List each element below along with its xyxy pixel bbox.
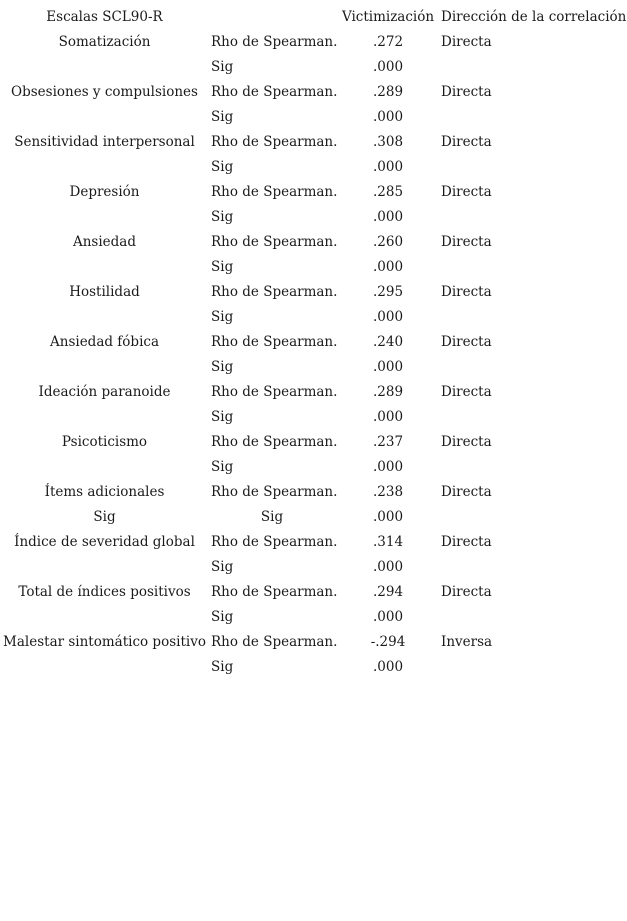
cell-scale — [0, 305, 209, 330]
cell-direction — [441, 355, 627, 380]
cell-value: .000 — [372, 259, 404, 275]
cell-scale — [0, 255, 209, 280]
cell-statistic: Rho de Spearman. — [211, 634, 338, 650]
cell-direction — [441, 55, 627, 80]
cell-value: .000 — [372, 109, 404, 125]
table-row — [0, 455, 627, 480]
cell-scale: Índice de severidad global — [14, 534, 195, 550]
cell-direction — [441, 155, 627, 180]
cell-direction: Inversa — [441, 634, 493, 650]
cell-direction — [441, 405, 627, 430]
cell-scale: Somatización — [58, 34, 151, 50]
cell-statistic: Sig — [211, 259, 234, 275]
cell-direction: Directa — [441, 334, 492, 350]
cell-direction — [441, 205, 627, 230]
cell-value: .289 — [372, 384, 404, 400]
cell-direction — [441, 255, 627, 280]
cell-scale — [0, 405, 209, 430]
table-row — [0, 105, 627, 130]
cell-scale: Ansiedad — [72, 234, 136, 250]
table-row — [0, 55, 627, 80]
cell-value: .000 — [372, 59, 404, 75]
cell-direction — [441, 105, 627, 130]
cell-scale: Ítems adicionales — [44, 484, 165, 500]
table-row — [0, 630, 627, 655]
cell-value: .000 — [372, 459, 404, 475]
cell-value: .000 — [372, 659, 404, 675]
cell-direction: Directa — [441, 34, 492, 50]
cell-statistic: Sig — [211, 609, 234, 625]
cell-value: .000 — [372, 609, 404, 625]
cell-value: .295 — [372, 284, 404, 300]
table-row — [0, 605, 627, 630]
cell-direction: Directa — [441, 234, 492, 250]
cell-value: .000 — [372, 409, 404, 425]
table-row — [0, 155, 627, 180]
cell-statistic: Sig — [211, 209, 234, 225]
cell-statistic: Rho de Spearman. — [211, 484, 338, 500]
cell-direction: Directa — [441, 84, 492, 100]
cell-scale: Ideación paranoide — [38, 384, 171, 400]
table-row — [0, 330, 627, 355]
cell-statistic: Rho de Spearman. — [211, 384, 338, 400]
cell-statistic: Sig — [211, 109, 234, 125]
cell-scale: Ansiedad fóbica — [50, 334, 159, 350]
cell-direction: Directa — [441, 584, 492, 600]
table-row — [0, 430, 627, 455]
cell-scale — [0, 55, 209, 80]
correlation-table — [0, 5, 627, 680]
cell-value: .294 — [372, 584, 404, 600]
cell-value: .000 — [372, 209, 404, 225]
cell-statistic: Sig — [211, 459, 234, 475]
cell-value: -.294 — [370, 634, 406, 650]
cell-value: .272 — [372, 34, 404, 50]
cell-direction: Directa — [441, 534, 492, 550]
table-row — [0, 655, 627, 680]
header-value: Victimización — [341, 9, 435, 25]
cell-direction — [441, 305, 627, 330]
table-row — [0, 530, 627, 555]
cell-scale — [0, 105, 209, 130]
cell-value: .285 — [372, 184, 404, 200]
cell-scale: Total de índices positivos — [18, 584, 191, 600]
cell-statistic: Rho de Spearman. — [211, 84, 338, 100]
cell-direction — [441, 505, 627, 530]
cell-statistic: Rho de Spearman. — [211, 534, 338, 550]
table-row — [0, 480, 627, 505]
cell-direction: Directa — [441, 184, 492, 200]
cell-value: .238 — [372, 484, 404, 500]
cell-scale — [0, 155, 209, 180]
header-stat — [211, 5, 336, 30]
cell-direction: Directa — [441, 434, 492, 450]
table-row — [0, 230, 627, 255]
cell-statistic: Sig — [211, 559, 234, 575]
cell-scale — [0, 605, 209, 630]
cell-statistic: Sig — [211, 409, 234, 425]
table-row — [0, 380, 627, 405]
cell-scale: Obsesiones y compulsiones — [11, 84, 198, 100]
cell-statistic: Rho de Spearman. — [211, 584, 338, 600]
table-row — [0, 305, 627, 330]
cell-statistic: Rho de Spearman. — [211, 234, 338, 250]
cell-scale: Hostilidad — [69, 284, 140, 300]
cell-direction — [441, 655, 627, 680]
cell-statistic: Sig — [211, 659, 234, 675]
cell-value: .314 — [372, 534, 404, 550]
cell-value: .000 — [372, 509, 404, 525]
table-header-row — [0, 5, 627, 30]
cell-statistic: Sig — [211, 159, 234, 175]
cell-statistic: Rho de Spearman. — [211, 134, 338, 150]
cell-statistic: Rho de Spearman. — [211, 284, 338, 300]
cell-value: .289 — [372, 84, 404, 100]
cell-value: .000 — [372, 359, 404, 375]
header-direction: Dirección de la correlación — [441, 9, 627, 25]
cell-direction — [441, 455, 627, 480]
table-body — [0, 30, 627, 680]
cell-value: .000 — [372, 559, 404, 575]
table-row — [0, 405, 627, 430]
cell-scale: Malestar sintomático positivo — [3, 634, 206, 650]
cell-scale — [0, 455, 209, 480]
cell-scale — [0, 655, 209, 680]
table-row — [0, 255, 627, 280]
cell-direction: Directa — [441, 384, 492, 400]
cell-statistic: Sig — [211, 59, 234, 75]
cell-direction — [441, 605, 627, 630]
cell-statistic: Rho de Spearman. — [211, 434, 338, 450]
table-row — [0, 280, 627, 305]
cell-scale — [0, 555, 209, 580]
cell-statistic: Rho de Spearman. — [211, 334, 338, 350]
cell-value: .240 — [372, 334, 404, 350]
cell-statistic: Rho de Spearman. — [211, 34, 338, 50]
cell-scale — [0, 355, 209, 380]
cell-direction: Directa — [441, 484, 492, 500]
cell-scale: Sig — [93, 509, 116, 525]
cell-scale — [0, 205, 209, 230]
cell-direction: Directa — [441, 134, 492, 150]
table-row — [0, 30, 627, 55]
header-scale: Escalas SCL90-R — [46, 9, 163, 25]
cell-value: .308 — [372, 134, 404, 150]
cell-value: .237 — [372, 434, 404, 450]
table-row — [0, 205, 627, 230]
table-row — [0, 580, 627, 605]
cell-statistic: Sig — [211, 359, 234, 375]
table-row — [0, 505, 627, 530]
cell-statistic: Sig — [260, 509, 284, 525]
cell-scale: Psicoticismo — [61, 434, 148, 450]
table-row — [0, 80, 627, 105]
cell-direction — [441, 555, 627, 580]
cell-value: .260 — [372, 234, 404, 250]
cell-value: .000 — [372, 309, 404, 325]
cell-value: .000 — [372, 159, 404, 175]
table-row — [0, 130, 627, 155]
cell-direction: Directa — [441, 284, 492, 300]
cell-scale: Sensitividad interpersonal — [14, 134, 195, 150]
cell-statistic: Rho de Spearman. — [211, 184, 338, 200]
table-row — [0, 555, 627, 580]
cell-scale: Depresión — [69, 184, 140, 200]
table-row — [0, 180, 627, 205]
cell-statistic: Sig — [211, 309, 234, 325]
table-row — [0, 355, 627, 380]
